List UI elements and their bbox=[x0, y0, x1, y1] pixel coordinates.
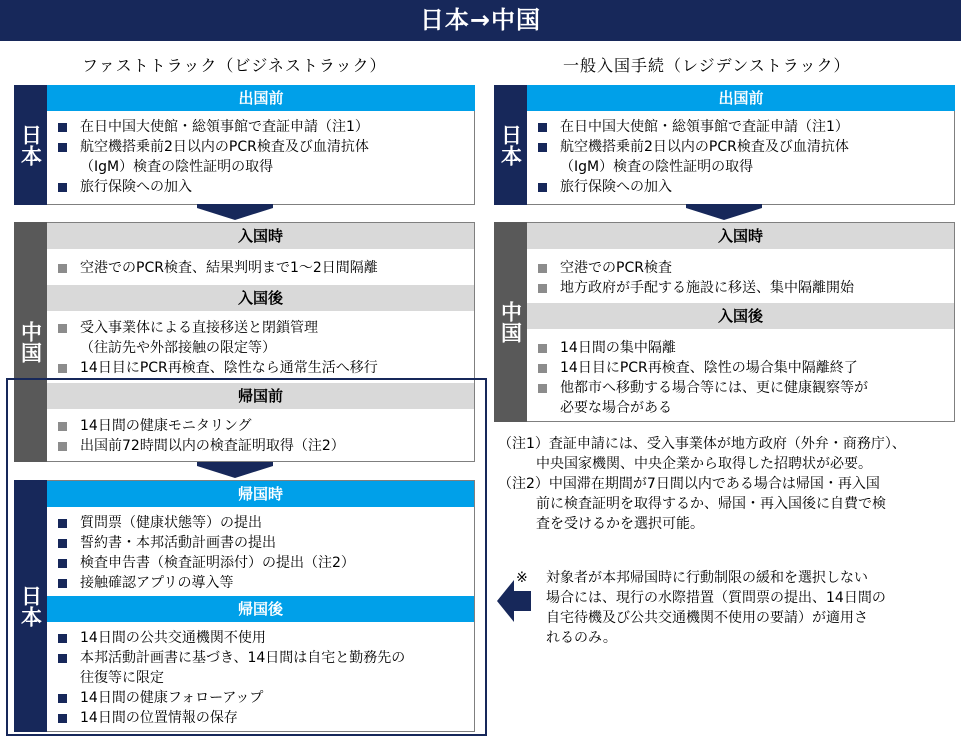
continuation-text: 往復等に限定 bbox=[80, 670, 164, 686]
flow-arrow-down-icon bbox=[686, 208, 762, 220]
remark-text: 対象者が本邦帰国時に行動制限の緩和を選択しない bbox=[546, 570, 868, 586]
side-label-text: 中国 bbox=[18, 321, 43, 363]
remark-line bbox=[516, 568, 956, 588]
list-item: 地方政府が手配する施設に移送、集中隔離開始 bbox=[530, 278, 955, 298]
note2-line1: （注2）中国滞在期間が7日間以内である場合は帰国・再入国 bbox=[498, 476, 880, 492]
right-departure-header: 出国前 bbox=[527, 85, 955, 111]
list-item: 14日目にPCR再検査、陰性の場合集中隔離終了 bbox=[530, 358, 955, 378]
left-before-return-header: 帰国前 bbox=[47, 383, 474, 409]
list-item: 空港でのPCR検査、結果判明まで1～2日間隔離 bbox=[50, 258, 475, 278]
right-departure-list bbox=[530, 117, 955, 197]
left-japan-side-label bbox=[14, 85, 47, 205]
side-label-text: 日本 bbox=[18, 585, 43, 627]
left-after-return-header: 帰国後 bbox=[47, 596, 474, 622]
right-after-entry-header: 入国後 bbox=[527, 303, 954, 329]
left-arrival-header: 入国時 bbox=[47, 223, 474, 249]
remark-mark: ※ bbox=[516, 570, 528, 586]
list-item: 在日中国大使館・総領事館で査証申請（注1） bbox=[50, 117, 475, 137]
flow-arrow-down-icon bbox=[197, 208, 273, 220]
left-column-heading: ファストトラック（ビジネストラック） bbox=[82, 56, 387, 75]
list-item: 14日間の健康フォローアップ bbox=[50, 688, 475, 708]
page-title: 日本→中国 bbox=[0, 0, 961, 41]
list-item: 旅行保険への加入 bbox=[50, 177, 475, 197]
side-label-text: 日本 bbox=[498, 124, 523, 166]
continuation-text: 必要な場合がある bbox=[560, 400, 672, 416]
return-process-bracket bbox=[6, 378, 487, 736]
right-arrival-header: 入国時 bbox=[527, 223, 954, 249]
continuation-text: （IgM）検査の陰性証明の取得 bbox=[560, 159, 754, 175]
list-item: 出国前72時間以内の検査証明取得（注2） bbox=[50, 436, 475, 456]
remark-line: 自宅待機及び公共交通機関不使用の要請）が適用さ bbox=[546, 610, 868, 626]
list-item: 受入事業体による直接移送と閉鎖管理 bbox=[50, 318, 475, 338]
list-item: 在日中国大使館・総領事館で査証申請（注1） bbox=[530, 117, 955, 137]
note2-line3: 査を受けるかを選択可能。 bbox=[536, 516, 704, 532]
list-item: 14日間の位置情報の保存 bbox=[50, 708, 475, 728]
list-item: 本邦活動計画書に基づき、14日間は自宅と勤務先の bbox=[50, 648, 475, 668]
remark-line: れるのみ。 bbox=[546, 630, 617, 646]
list-item: 旅行保険への加入 bbox=[530, 177, 955, 197]
footnotes bbox=[498, 434, 953, 534]
list-item: 航空機搭乗前2日以内のPCR検査及び血清抗体 bbox=[530, 137, 955, 157]
right-japan-side-label bbox=[494, 85, 527, 205]
left-after-entry-list bbox=[50, 318, 475, 378]
list-item: 14日間の公共交通機関不使用 bbox=[50, 628, 475, 648]
list-item-continuation bbox=[50, 338, 475, 358]
continuation-text: （IgM）検査の陰性証明の取得 bbox=[80, 159, 274, 175]
side-label-text: 中国 bbox=[498, 301, 523, 343]
note1-line2: 中央国家機関、中央企業から取得した招聘状が必要。 bbox=[536, 456, 872, 472]
list-item: 質問票（健康状態等）の提出 bbox=[50, 513, 475, 533]
right-arrival-list bbox=[530, 258, 955, 298]
list-item: 航空機搭乗前2日以内のPCR検査及び血清抗体 bbox=[50, 137, 475, 157]
side-label-text: 日本 bbox=[18, 124, 43, 166]
list-item-continuation bbox=[530, 398, 955, 418]
list-item: 接触確認アプリの導入等 bbox=[50, 573, 475, 593]
list-item: 14日目にPCR再検査、陰性なら通常生活へ移行 bbox=[50, 358, 475, 378]
right-after-entry-list bbox=[530, 338, 955, 418]
list-item: 検査申告書（検査証明添付）の提出（注2） bbox=[50, 553, 475, 573]
right-column-heading: 一般入国手続（レジデンストラック） bbox=[563, 56, 851, 75]
list-item: 14日間の集中隔離 bbox=[530, 338, 955, 358]
list-item-continuation bbox=[50, 157, 475, 177]
left-arrival-list bbox=[50, 258, 475, 278]
continuation-text: （往訪先や外部接触の限定等） bbox=[80, 340, 276, 356]
remark-block bbox=[516, 568, 956, 648]
list-item: 他都市へ移動する場合等には、更に健康観察等が bbox=[530, 378, 955, 398]
left-departure-list bbox=[50, 117, 475, 197]
right-china-side-label bbox=[494, 222, 527, 422]
left-on-return-header: 帰国時 bbox=[47, 481, 474, 507]
list-item: 14日間の健康モニタリング bbox=[50, 416, 475, 436]
list-item-continuation bbox=[530, 157, 955, 177]
note2-line2: 前に検査証明を取得するか、帰国・再入国後に自費で検 bbox=[536, 496, 886, 512]
list-item: 空港でのPCR検査 bbox=[530, 258, 955, 278]
left-departure-header: 出国前 bbox=[47, 85, 475, 111]
remark-line: 場合には、現行の水際措置（質問票の提出、14日間の bbox=[546, 590, 886, 606]
list-item: 誓約書・本邦活動計画書の提出 bbox=[50, 533, 475, 553]
note1-line1: （注1）査証申請には、受入事業体が地方政府（外弁・商務庁）、 bbox=[498, 436, 906, 452]
left-after-entry-header: 入国後 bbox=[47, 285, 474, 311]
